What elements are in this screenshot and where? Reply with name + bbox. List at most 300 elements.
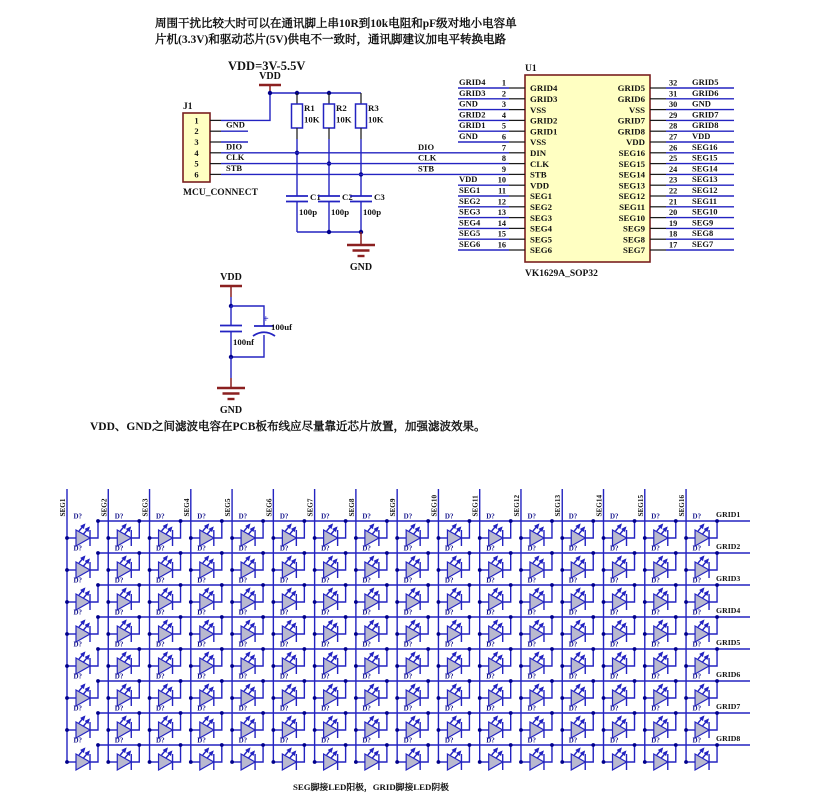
junction-dot (313, 600, 317, 604)
led-cell (106, 545, 141, 579)
led-cell (313, 513, 348, 547)
junction-dot (591, 711, 595, 715)
led-emission-arrow (579, 752, 585, 759)
junction-dot (478, 760, 482, 764)
led-cell (230, 577, 265, 611)
junction-dot (65, 632, 69, 636)
pin-number: 10 (497, 175, 506, 185)
led-emission-arrow (414, 688, 420, 695)
led-emission-arrow (166, 528, 172, 535)
junction-dot (519, 728, 523, 732)
led-emission-arrow (368, 589, 374, 596)
led-emission-arrow (166, 720, 172, 727)
junction-dot (344, 583, 348, 587)
wire (338, 713, 346, 730)
led-emission-arrow (496, 560, 502, 567)
led-cell (189, 641, 224, 675)
led-designator: D? (156, 512, 165, 521)
pin-number: 5 (501, 121, 506, 131)
wire (461, 681, 469, 698)
led-emission-arrow (409, 717, 415, 724)
led-designator: D? (279, 608, 289, 617)
led-designator: D? (403, 736, 413, 745)
junction-dot (633, 583, 637, 587)
connector-pin-number: 4 (194, 147, 199, 158)
led-emission-arrow (579, 656, 585, 663)
junction-dot (220, 647, 224, 651)
pin-number: 12 (497, 197, 506, 207)
junction-dot (468, 679, 472, 683)
led-emission-arrow (698, 685, 704, 692)
led-emission-arrow (703, 528, 709, 535)
led-designator: D? (197, 544, 206, 553)
led-emission-arrow (579, 528, 585, 535)
led-emission-arrow (579, 624, 585, 631)
led-cell (148, 577, 183, 611)
chip-u1 (221, 64, 734, 279)
wire (255, 713, 263, 730)
pin-name: GRID1 (530, 126, 558, 137)
led-triangle (530, 754, 544, 770)
junction-dot (189, 536, 193, 540)
led-emission-arrow (327, 589, 333, 596)
led-designator: D? (527, 576, 537, 585)
junction-dot (715, 615, 719, 619)
led-cell (189, 737, 224, 771)
wire (668, 713, 676, 730)
junction-dot (674, 551, 678, 555)
junction-dot (354, 696, 358, 700)
net-label: VDD (692, 131, 711, 141)
pin-name: GRID8 (617, 126, 645, 137)
rc-network (286, 93, 385, 232)
wire (503, 745, 511, 762)
junction-dot (550, 743, 554, 747)
led-designator: D? (610, 736, 619, 745)
wire (420, 713, 428, 730)
led-cell (519, 577, 554, 611)
led-designator: D? (403, 608, 413, 617)
junction-dot (550, 615, 554, 619)
led-designator: D? (114, 544, 124, 553)
led-emission-arrow (492, 557, 498, 564)
led-emission-arrow (496, 656, 502, 663)
junction-dot (106, 600, 110, 604)
wire (90, 521, 98, 538)
junction-dot (65, 600, 69, 604)
wire (544, 681, 552, 698)
net-label: GND (459, 98, 478, 109)
led-triangle (159, 754, 173, 770)
led-cell (189, 545, 224, 579)
led-emission-arrow (414, 752, 420, 759)
led-emission-arrow (207, 560, 213, 567)
junction-dot (715, 711, 719, 715)
junction-dot (602, 600, 606, 604)
pin-name: SEG15 (618, 158, 645, 169)
pin-name: VSS (628, 104, 645, 115)
wire (90, 713, 98, 730)
led-emission-arrow (574, 525, 580, 532)
pin-number: 29 (669, 110, 678, 120)
junction-dot (591, 551, 595, 555)
pin-name: SEG1 (530, 191, 553, 202)
led-cell (395, 609, 430, 643)
led-emission-arrow (120, 621, 126, 628)
led-emission-arrow (166, 688, 172, 695)
net-label: SEG1 (459, 185, 481, 195)
junction-dot (560, 600, 564, 604)
led-designator: D? (321, 672, 330, 681)
led-emission-arrow (414, 528, 420, 535)
led-emission-arrow (620, 560, 626, 567)
led-cell (395, 737, 430, 771)
pin-name: CLK (530, 158, 550, 169)
pin-name: GRID4 (530, 83, 558, 94)
led-designator: D? (321, 576, 330, 585)
junction-dot (478, 664, 482, 668)
wire (627, 553, 635, 570)
connector-j1 (183, 102, 259, 198)
led-emission-arrow (327, 749, 333, 756)
junction-dot (189, 664, 193, 668)
wire (255, 681, 263, 698)
wire (503, 681, 511, 698)
cap-value: 100uf (271, 322, 293, 332)
junction-dot (137, 519, 141, 523)
pin-number: 18 (669, 229, 678, 239)
pin-number: 14 (497, 218, 506, 228)
led-emission-arrow (620, 592, 626, 599)
wire (668, 521, 676, 538)
junction-dot (327, 230, 331, 234)
wire (296, 681, 304, 698)
net-label: SEG11 (692, 195, 718, 206)
led-emission-arrow (203, 557, 209, 564)
led-cell (148, 673, 183, 707)
net-label: SEG4 (459, 217, 481, 228)
junction-dot (715, 583, 719, 587)
net-label: SEG2 (459, 195, 481, 206)
pin-name: VDD (625, 137, 645, 148)
junction-dot (385, 583, 389, 587)
led-emission-arrow (120, 717, 126, 724)
wire (214, 713, 222, 730)
led-designator: D? (321, 640, 330, 649)
pin-number: 23 (669, 175, 678, 185)
led-cell (560, 513, 595, 547)
seg-label: SEG2 (100, 498, 109, 517)
led-emission-arrow (120, 589, 126, 596)
junction-dot (385, 711, 389, 715)
junction-dot (478, 600, 482, 604)
wire (131, 745, 139, 762)
led-emission-arrow (79, 589, 85, 596)
junction-dot (148, 632, 152, 636)
wire (131, 681, 139, 698)
junction-dot (220, 679, 224, 683)
junction-dot (313, 568, 317, 572)
led-emission-arrow (368, 621, 374, 628)
grid-label: GRID1 (716, 510, 741, 519)
led-cell (106, 577, 141, 611)
led-emission-arrow (703, 688, 709, 695)
junction-dot (65, 568, 69, 572)
led-designator: D? (568, 736, 578, 745)
led-emission-arrow (574, 589, 580, 596)
resistor-value: 10K (304, 114, 320, 125)
junction-dot (602, 696, 606, 700)
led-emission-arrow (492, 717, 498, 724)
led-emission-arrow (661, 624, 667, 631)
junction-dot (643, 664, 647, 668)
led-designator: D? (279, 512, 289, 521)
led-emission-arrow (84, 656, 90, 663)
net-label: DIO (226, 141, 243, 152)
led-designator: D? (486, 640, 495, 649)
net-label: VDD (459, 174, 478, 185)
led-designator: D? (197, 608, 206, 617)
junction-dot (313, 728, 317, 732)
junction-dot (395, 536, 399, 540)
led-cell (643, 673, 678, 707)
net-label: SEG15 (692, 152, 718, 163)
led-cell (271, 577, 306, 611)
led-designator: D? (486, 576, 495, 585)
junction-dot (426, 711, 430, 715)
led-designator: D? (73, 544, 83, 553)
led-emission-arrow (661, 688, 667, 695)
wire (585, 521, 593, 538)
pin-number: 6 (501, 132, 506, 142)
junction-dot (509, 551, 513, 555)
junction-dot (96, 551, 100, 555)
junction-dot (550, 519, 554, 523)
led-emission-arrow (496, 720, 502, 727)
junction-dot (468, 615, 472, 619)
led-emission-arrow (537, 656, 543, 663)
led-emission-arrow (414, 720, 420, 727)
junction-dot (313, 696, 317, 700)
grid-label: GRID2 (716, 542, 741, 551)
led-cell (230, 609, 265, 643)
led-designator: D? (403, 512, 413, 521)
led-designator: D? (73, 512, 83, 521)
led-designator: D? (610, 640, 619, 649)
led-emission-arrow (372, 688, 378, 695)
led-emission-arrow (492, 653, 498, 660)
led-designator: D? (156, 608, 165, 617)
led-cell (354, 577, 389, 611)
junction-dot (354, 760, 358, 764)
wire (585, 681, 593, 698)
junction-dot (591, 583, 595, 587)
wire (90, 617, 98, 634)
led-emission-arrow (368, 717, 374, 724)
led-cell (519, 641, 554, 675)
led-cell (230, 641, 265, 675)
wire (420, 745, 428, 762)
pin-name: GRID3 (530, 94, 558, 104)
led-triangle (324, 754, 338, 770)
led-cell (230, 673, 265, 707)
filter-gnd-label: GND (219, 405, 243, 416)
junction-dot (509, 647, 513, 651)
led-cell (684, 737, 719, 771)
led-emission-arrow (496, 688, 502, 695)
led-matrix (59, 489, 750, 770)
led-designator: D? (156, 576, 165, 585)
junction-dot (478, 536, 482, 540)
led-cell (560, 737, 595, 771)
led-emission-arrow (125, 528, 131, 535)
led-emission-arrow (657, 589, 663, 596)
pin-number: 17 (669, 240, 678, 250)
junction-dot (468, 551, 472, 555)
junction-dot (302, 551, 306, 555)
led-emission-arrow (616, 525, 622, 532)
wire (668, 553, 676, 570)
led-designator: D? (279, 640, 289, 649)
wire (461, 585, 469, 602)
junction-dot (684, 568, 688, 572)
wire (173, 617, 181, 634)
pin-name: STB (530, 169, 547, 180)
led-emission-arrow (368, 525, 374, 532)
led-designator: D? (651, 672, 660, 681)
led-emission-arrow (120, 557, 126, 564)
seg-label: SEG9 (389, 498, 398, 517)
wire (296, 745, 304, 762)
led-emission-arrow (162, 525, 168, 532)
led-designator: D? (568, 544, 578, 553)
led-cell (643, 545, 678, 579)
led-designator: D? (197, 736, 206, 745)
grid-label: GRID8 (716, 734, 741, 743)
junction-dot (591, 743, 595, 747)
vdd-power-symbol (259, 71, 281, 93)
wire (338, 585, 346, 602)
led-emission-arrow (620, 688, 626, 695)
junction-dot (684, 728, 688, 732)
led-designator: D? (73, 640, 83, 649)
led-emission-arrow (368, 653, 374, 660)
junction-dot (674, 743, 678, 747)
led-emission-arrow (657, 621, 663, 628)
junction-dot (519, 664, 523, 668)
junction-dot (189, 600, 193, 604)
led-cell (560, 673, 595, 707)
polarity-plus: + (263, 314, 269, 325)
wire (668, 649, 676, 666)
net-label: CLK (418, 152, 437, 163)
junction-dot (354, 664, 358, 668)
led-cell (478, 737, 513, 771)
junction-dot (478, 696, 482, 700)
junction-dot (437, 664, 441, 668)
led-designator: D? (692, 640, 702, 649)
wire (296, 553, 304, 570)
junction-dot (468, 711, 472, 715)
wire (668, 617, 676, 634)
wire (585, 649, 593, 666)
wire (90, 745, 98, 762)
led-emission-arrow (579, 720, 585, 727)
led-designator: D? (486, 736, 495, 745)
led-emission-arrow (661, 560, 667, 567)
led-emission-arrow (372, 720, 378, 727)
led-designator: D? (156, 544, 165, 553)
led-cell (271, 673, 306, 707)
led-cell (478, 513, 513, 547)
junction-dot (560, 536, 564, 540)
filter-vdd-label: VDD (220, 272, 242, 283)
led-emission-arrow (537, 720, 543, 727)
wire (173, 553, 181, 570)
led-emission-arrow (79, 557, 85, 564)
junction-dot (106, 728, 110, 732)
led-triangle (571, 754, 585, 770)
led-emission-arrow (661, 720, 667, 727)
led-emission-arrow (166, 752, 172, 759)
led-designator: D? (692, 576, 702, 585)
junction-dot (220, 743, 224, 747)
wire (503, 585, 511, 602)
led-designator: D? (321, 736, 330, 745)
junction-dot (715, 647, 719, 651)
wire (709, 585, 717, 602)
led-emission-arrow (166, 624, 172, 631)
led-emission-arrow (414, 624, 420, 631)
led-triangle (76, 754, 90, 770)
junction-dot (271, 664, 275, 668)
led-cell (395, 673, 430, 707)
junction-dot (715, 679, 719, 683)
led-cell (643, 705, 678, 739)
wire (255, 649, 263, 666)
net-label: DIO (418, 141, 435, 152)
wire (379, 585, 387, 602)
led-cell (189, 577, 224, 611)
led-emission-arrow (120, 685, 126, 692)
pin-number: 7 (501, 143, 506, 153)
led-emission-arrow (372, 752, 378, 759)
wire (173, 713, 181, 730)
wire (379, 713, 387, 730)
led-cell (602, 641, 637, 675)
led-cell (271, 545, 306, 579)
led-designator: D? (238, 576, 248, 585)
wire (544, 553, 552, 570)
led-designator: D? (403, 544, 413, 553)
pin-number: 2 (501, 89, 506, 99)
junction-dot (468, 647, 472, 651)
led-cell (148, 545, 183, 579)
led-emission-arrow (84, 560, 90, 567)
wire (379, 745, 387, 762)
led-designator: D? (114, 704, 124, 713)
junction-dot (550, 583, 554, 587)
led-designator: D? (692, 544, 702, 553)
led-triangle (654, 754, 668, 770)
led-cell (684, 673, 719, 707)
led-emission-arrow (455, 560, 461, 567)
junction-dot (468, 743, 472, 747)
led-cell (560, 577, 595, 611)
pin-number: 27 (669, 132, 678, 142)
led-cell (313, 705, 348, 739)
led-designator: D? (651, 512, 660, 521)
